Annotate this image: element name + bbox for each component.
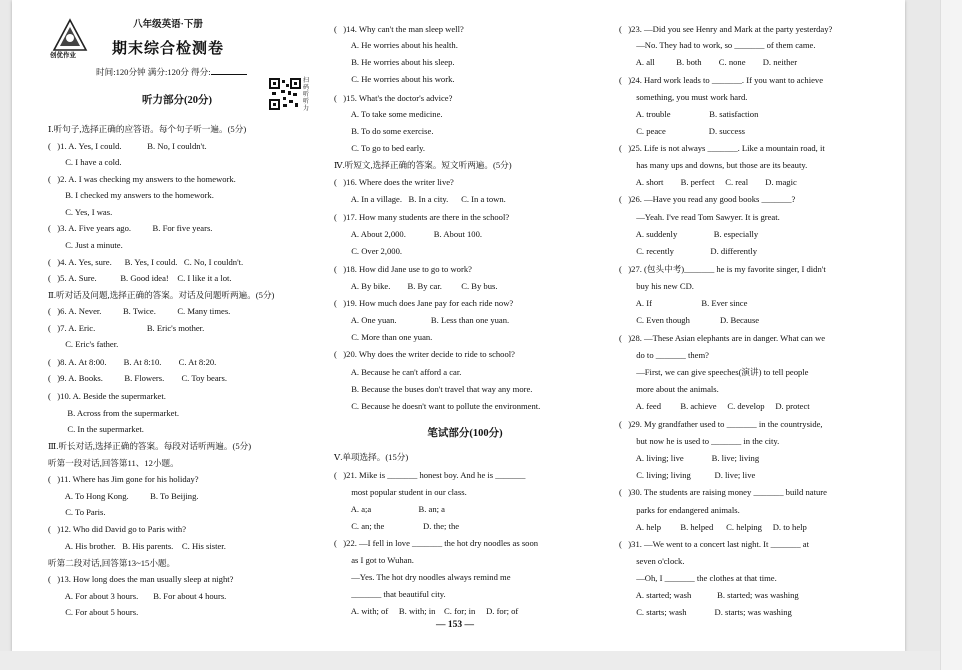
text-line: Ⅱ.听对话及问题,选择正确的答案。对话及问题听两遍。(5分) — [48, 290, 275, 300]
text-line: _______ that beautiful city. — [334, 589, 446, 599]
text-line: C. Eric's father. — [48, 339, 119, 349]
text-line: C. Even though D. Because — [619, 315, 760, 325]
text-line: ( )4. A. Yes, sure. B. Yes, I could. C. No, I couldn't. — [48, 257, 244, 267]
grade-label: 八年级英语·下册 — [133, 20, 203, 30]
text-line: ( )20. Why does the writer decide to ride to school? — [334, 349, 515, 359]
page-title: 期末综合检测卷 — [111, 41, 224, 57]
text-line: A. help B. helped C. helping D. to help — [619, 522, 807, 532]
text-line: ( )29. My grandfather used to _______ in the countryside, — [619, 419, 823, 429]
text-line: ( )17. How many students are there in the school? — [334, 212, 510, 222]
text-line: C. recently D. differently — [619, 246, 758, 256]
text-line: ( )8. A. At 8:00. B. At 8:10. C. At 8:20. — [48, 357, 217, 367]
text-line: Ⅲ.听长对话,选择正确的答案。每段对话听两遍。(5分) — [48, 441, 252, 451]
text-line: A. Because he can't afford a car. — [334, 367, 462, 377]
text-line: A. In a village. B. In a city. C. In a town. — [334, 194, 506, 204]
exam-page — [12, 0, 905, 651]
text-line: A. He worries about his health. — [334, 40, 458, 50]
text-line: ( )22. —I fell in love _______ the hot dry noodles as soon — [334, 538, 539, 548]
exam-meta — [96, 66, 247, 78]
text-line: A. suddenly B. especially — [619, 229, 759, 239]
text-line: —Oh, I _______ the clothes at that time. — [619, 573, 777, 583]
text-line: A. To Hong Kong. B. To Beijing. — [48, 491, 199, 501]
text-line: more about the animals. — [619, 384, 719, 394]
text-line: A. To take some medicine. — [334, 109, 443, 119]
score-blank[interactable] — [211, 66, 247, 75]
text-line: seven o'clock. — [619, 556, 685, 566]
logo-icon — [52, 18, 88, 54]
text-line: ( )23. —Did you see Henry and Mark at the party yesterday? — [619, 24, 833, 34]
text-line: C. peace D. success — [619, 126, 746, 136]
logo-caption: 创优作业 — [50, 52, 76, 59]
text-line: A. living; live B. live; living — [619, 453, 760, 463]
text-line: C. To Paris. — [48, 507, 106, 517]
text-line: C. Over 2,000. — [334, 246, 403, 256]
text-line: C. To go to bed early. — [334, 143, 426, 153]
text-line: do to _______ them? — [619, 350, 709, 360]
text-line: C. an; the D. the; the — [334, 521, 460, 531]
text-line: ( )13. How long does the man usually sleep at night? — [48, 574, 234, 584]
text-line: B. He worries about his sleep. — [334, 57, 455, 67]
text-line: ( )24. Hard work leads to _______. If you want to achieve — [619, 75, 824, 85]
text-line: ( )9. A. Books. B. Flowers. C. Toy bears. — [48, 373, 227, 383]
text-line: ( )26. —Have you read any good books _______? — [619, 194, 796, 204]
text-line: parks for endangered animals. — [619, 505, 740, 515]
text-line: something, you must work hard. — [619, 92, 748, 102]
text-line: —No. They had to work, so _______ of them came. — [619, 40, 816, 50]
text-line: ( )7. A. Eric. B. Eric's mother. — [48, 323, 205, 333]
text-line: C. Just a minute. — [48, 240, 123, 250]
text-line: ( )10. A. Beside the supermarket. — [48, 391, 166, 401]
qr-caption: 扫码听听力 — [303, 78, 310, 112]
text-line: A. If B. Ever since — [619, 298, 748, 308]
text-line: 听第一段对话,回答第11、12小题。 — [48, 458, 179, 468]
text-line: 听第二段对话,回答第13~15小题。 — [48, 558, 176, 568]
text-line: A. all B. both C. none D. neither — [619, 57, 798, 67]
exam-meta-text: 时间:120分钟 满分:120分 得分: — [96, 67, 211, 77]
text-line: B. To do some exercise. — [334, 126, 434, 136]
text-line: Ⅳ.听短文,选择正确的答案。短文听两遍。(5分) — [334, 160, 512, 170]
text-line: A. About 2,000. B. About 100. — [334, 229, 483, 239]
text-line: ( )5. A. Sure. B. Good idea! C. I like it a lot. — [48, 273, 232, 283]
text-line: A. One yuan. B. Less than one yuan. — [334, 315, 510, 325]
text-line: Ⅴ.单项选择。(15分) — [334, 452, 409, 462]
text-line: C. I have a cold. — [48, 157, 122, 167]
page-number: — 153 — — [436, 620, 474, 630]
text-line: ( )11. Where has Jim gone for his holiday? — [48, 474, 199, 484]
text-line: C. starts; wash D. starts; was washing — [619, 607, 792, 617]
text-line: ( )6. A. Never. B. Twice. C. Many times. — [48, 306, 231, 316]
bottom-bar — [0, 651, 940, 670]
text-line: A. For about 3 hours. B. For about 4 hours. — [48, 591, 227, 601]
text-line: C. Yes, I was. — [48, 207, 113, 217]
text-line: C. For about 5 hours. — [48, 607, 139, 617]
text-line: ( )2. A. I was checking my answers to the homework. — [48, 174, 236, 184]
text-line: ( )31. —We went to a concert last night. It _______ at — [619, 539, 809, 549]
text-line: ( )16. Where does the writer live? — [334, 177, 454, 187]
text-line: B. I checked my answers to the homework. — [48, 190, 214, 200]
text-line: —Yeah. I've read Tom Sawyer. It is great. — [619, 212, 780, 222]
text-line: A. By bike. B. By car. C. By bus. — [334, 281, 498, 291]
text-line: but now he is used to _______ in the city. — [619, 436, 780, 446]
text-line: C. In the supermarket. — [48, 424, 144, 434]
section-heading: 笔试部分(100分) — [427, 428, 503, 439]
text-line: A. trouble B. satisfaction — [619, 109, 759, 119]
text-line: buy his new CD. — [619, 281, 694, 291]
text-line: ( )1. A. Yes, I could. B. No, I couldn't. — [48, 141, 207, 151]
vertical-scrollbar[interactable] — [940, 0, 962, 670]
text-line: has many ups and downs, but those are its beauty. — [619, 160, 808, 170]
text-line: ( )19. How much does Jane pay for each ride now? — [334, 298, 514, 308]
text-line: ( )21. Mike is _______ honest boy. And he is _______ — [334, 470, 526, 480]
text-line: ( )3. A. Five years ago. B. For five years. — [48, 223, 213, 233]
text-line: A. a;a B. an; a — [334, 504, 445, 514]
text-line: ( )15. What's the doctor's advice? — [334, 93, 453, 103]
text-line: A. started; wash B. started; was washing — [619, 590, 799, 600]
text-line: A. with; of B. with; in C. for; in D. for; of — [334, 606, 519, 616]
text-line: most popular student in our class. — [334, 487, 467, 497]
text-line: ( )28. —These Asian elephants are in danger. What can we — [619, 333, 826, 343]
text-line: ( )25. Life is not always _______. Like a mountain road, it — [619, 143, 825, 153]
text-line: B. Because the buses don't travel that way any more. — [334, 384, 533, 394]
text-line: ( )12. Who did David go to Paris with? — [48, 524, 187, 534]
text-line: ( )18. How did Jane use to go to work? — [334, 264, 472, 274]
text-line: C. Because he doesn't want to pollute the environment. — [334, 401, 541, 411]
text-line: A. feed B. achieve C. develop D. protect — [619, 401, 810, 411]
text-line: ( )14. Why can't the man sleep well? — [334, 24, 464, 34]
text-line: —First, we can give speeches(演讲) to tell people — [619, 367, 809, 377]
text-line: C. living; living D. live; live — [619, 470, 756, 480]
text-line: as I got to Wuhan. — [334, 555, 414, 565]
section-heading: 听力部分(20分) — [142, 95, 212, 106]
text-line: A. His brother. B. His parents. C. His sister. — [48, 541, 226, 551]
text-line: ( )27. (包头中考)_______ he is my favorite singer, I didn't — [619, 264, 826, 274]
text-line: —Yes. The hot dry noodles always remind me — [334, 572, 511, 582]
text-line: B. Across from the supermarket. — [48, 408, 180, 418]
text-line: C. More than one yuan. — [334, 332, 433, 342]
text-line: C. He worries about his work. — [334, 74, 455, 84]
text-line: Ⅰ.听句子,选择正确的应答语。每个句子听一遍。(5分) — [48, 124, 247, 134]
text-line: A. short B. perfect C. real D. magic — [619, 177, 797, 187]
text-line: ( )30. The students are raising money _______ build nature — [619, 487, 827, 497]
